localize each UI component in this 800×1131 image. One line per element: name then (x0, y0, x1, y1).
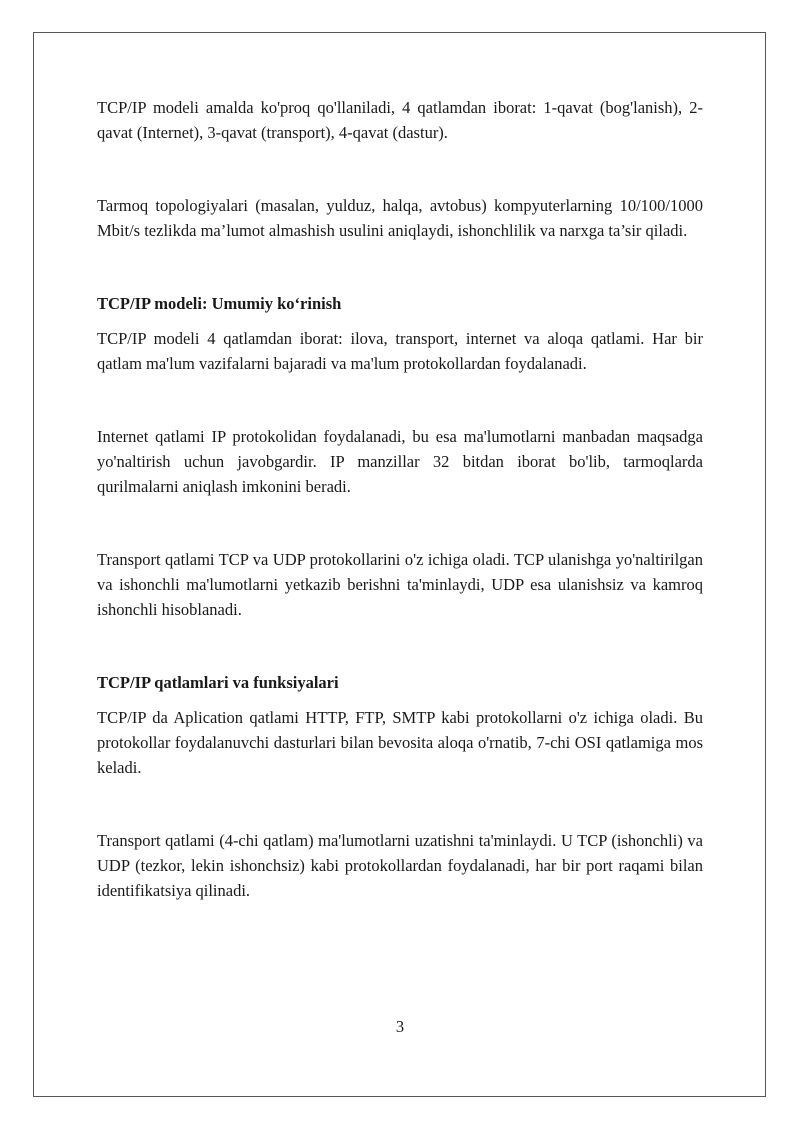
document-body (97, 95, 703, 903)
paragraph-transport-layer-details: Transport qatlami (4-chi qatlam) ma'lumotlarni uzatishni ta'minlaydi. U TCP (ishonchli) va UDP (tezkor, lekin ishonchsiz) kabi protokollardan foydalanadi, har bir port raqami bilan identifikatsiya qilinadi. (97, 831, 703, 900)
paragraph-internet-layer: Internet qatlami IP protokolidan foydalanadi, bu esa ma'lumotlarni manbadan maqsadga yo'naltirish uchun javobgardir. IP manzillar 32 bitdan iborat bo'lib, tarmoqlarda qurilmalarni aniqlash imkonini beradi. (97, 427, 703, 496)
paragraph-tcpip-layers-overview: TCP/IP modeli amalda ko'proq qo'llaniladi, 4 qatlamdan iborat: 1-qavat (bog'lanish), 2-qavat (Internet), 3-qavat (transport), 4-qavat (dastur). (97, 98, 703, 142)
paragraph-network-topologies: Tarmoq topologiyalari (masalan, yulduz, halqa, avtobus) kompyuterlarning 10/100/1000 Mbit/s tezlikda ma’lumot almashish usulini aniqlaydi, ishonchlilik va narxga ta’sir qiladi. (97, 196, 703, 240)
paragraph-tcpip-four-layers: TCP/IP modeli 4 qatlamdan iborat: ilova, transport, internet va aloqa qatlami. Har bir qatlam ma'lum vazifalarni bajaradi va ma'lum protokollardan foydalanadi. (97, 329, 703, 373)
paragraph-transport-layer: Transport qatlami TCP va UDP protokollarini o'z ichiga oladi. TCP ulanishga yo'naltirilgan va ishonchli ma'lumotlarni yetkazib berishni ta'minlaydi, UDP esa ulanishsiz va kamroq ishonchli hisoblanadi. (97, 550, 703, 619)
page-number: 3 (395, 1017, 405, 1036)
section-heading-tcpip-layers-functions: TCP/IP qatlamlari va funksiyalari (97, 673, 339, 692)
section-heading-tcpip-overview: TCP/IP modeli: Umumiy koʻrinish (97, 294, 342, 313)
paragraph-application-layer: TCP/IP da Aplication qatlami HTTP, FTP, SMTP kabi protokollarni o'z ichiga oladi. Bu protokollar foydalanuvchi dasturlari bilan bevosita aloqa o'rnatib, 7-chi OSI qatlamiga mos keladi. (97, 708, 703, 777)
